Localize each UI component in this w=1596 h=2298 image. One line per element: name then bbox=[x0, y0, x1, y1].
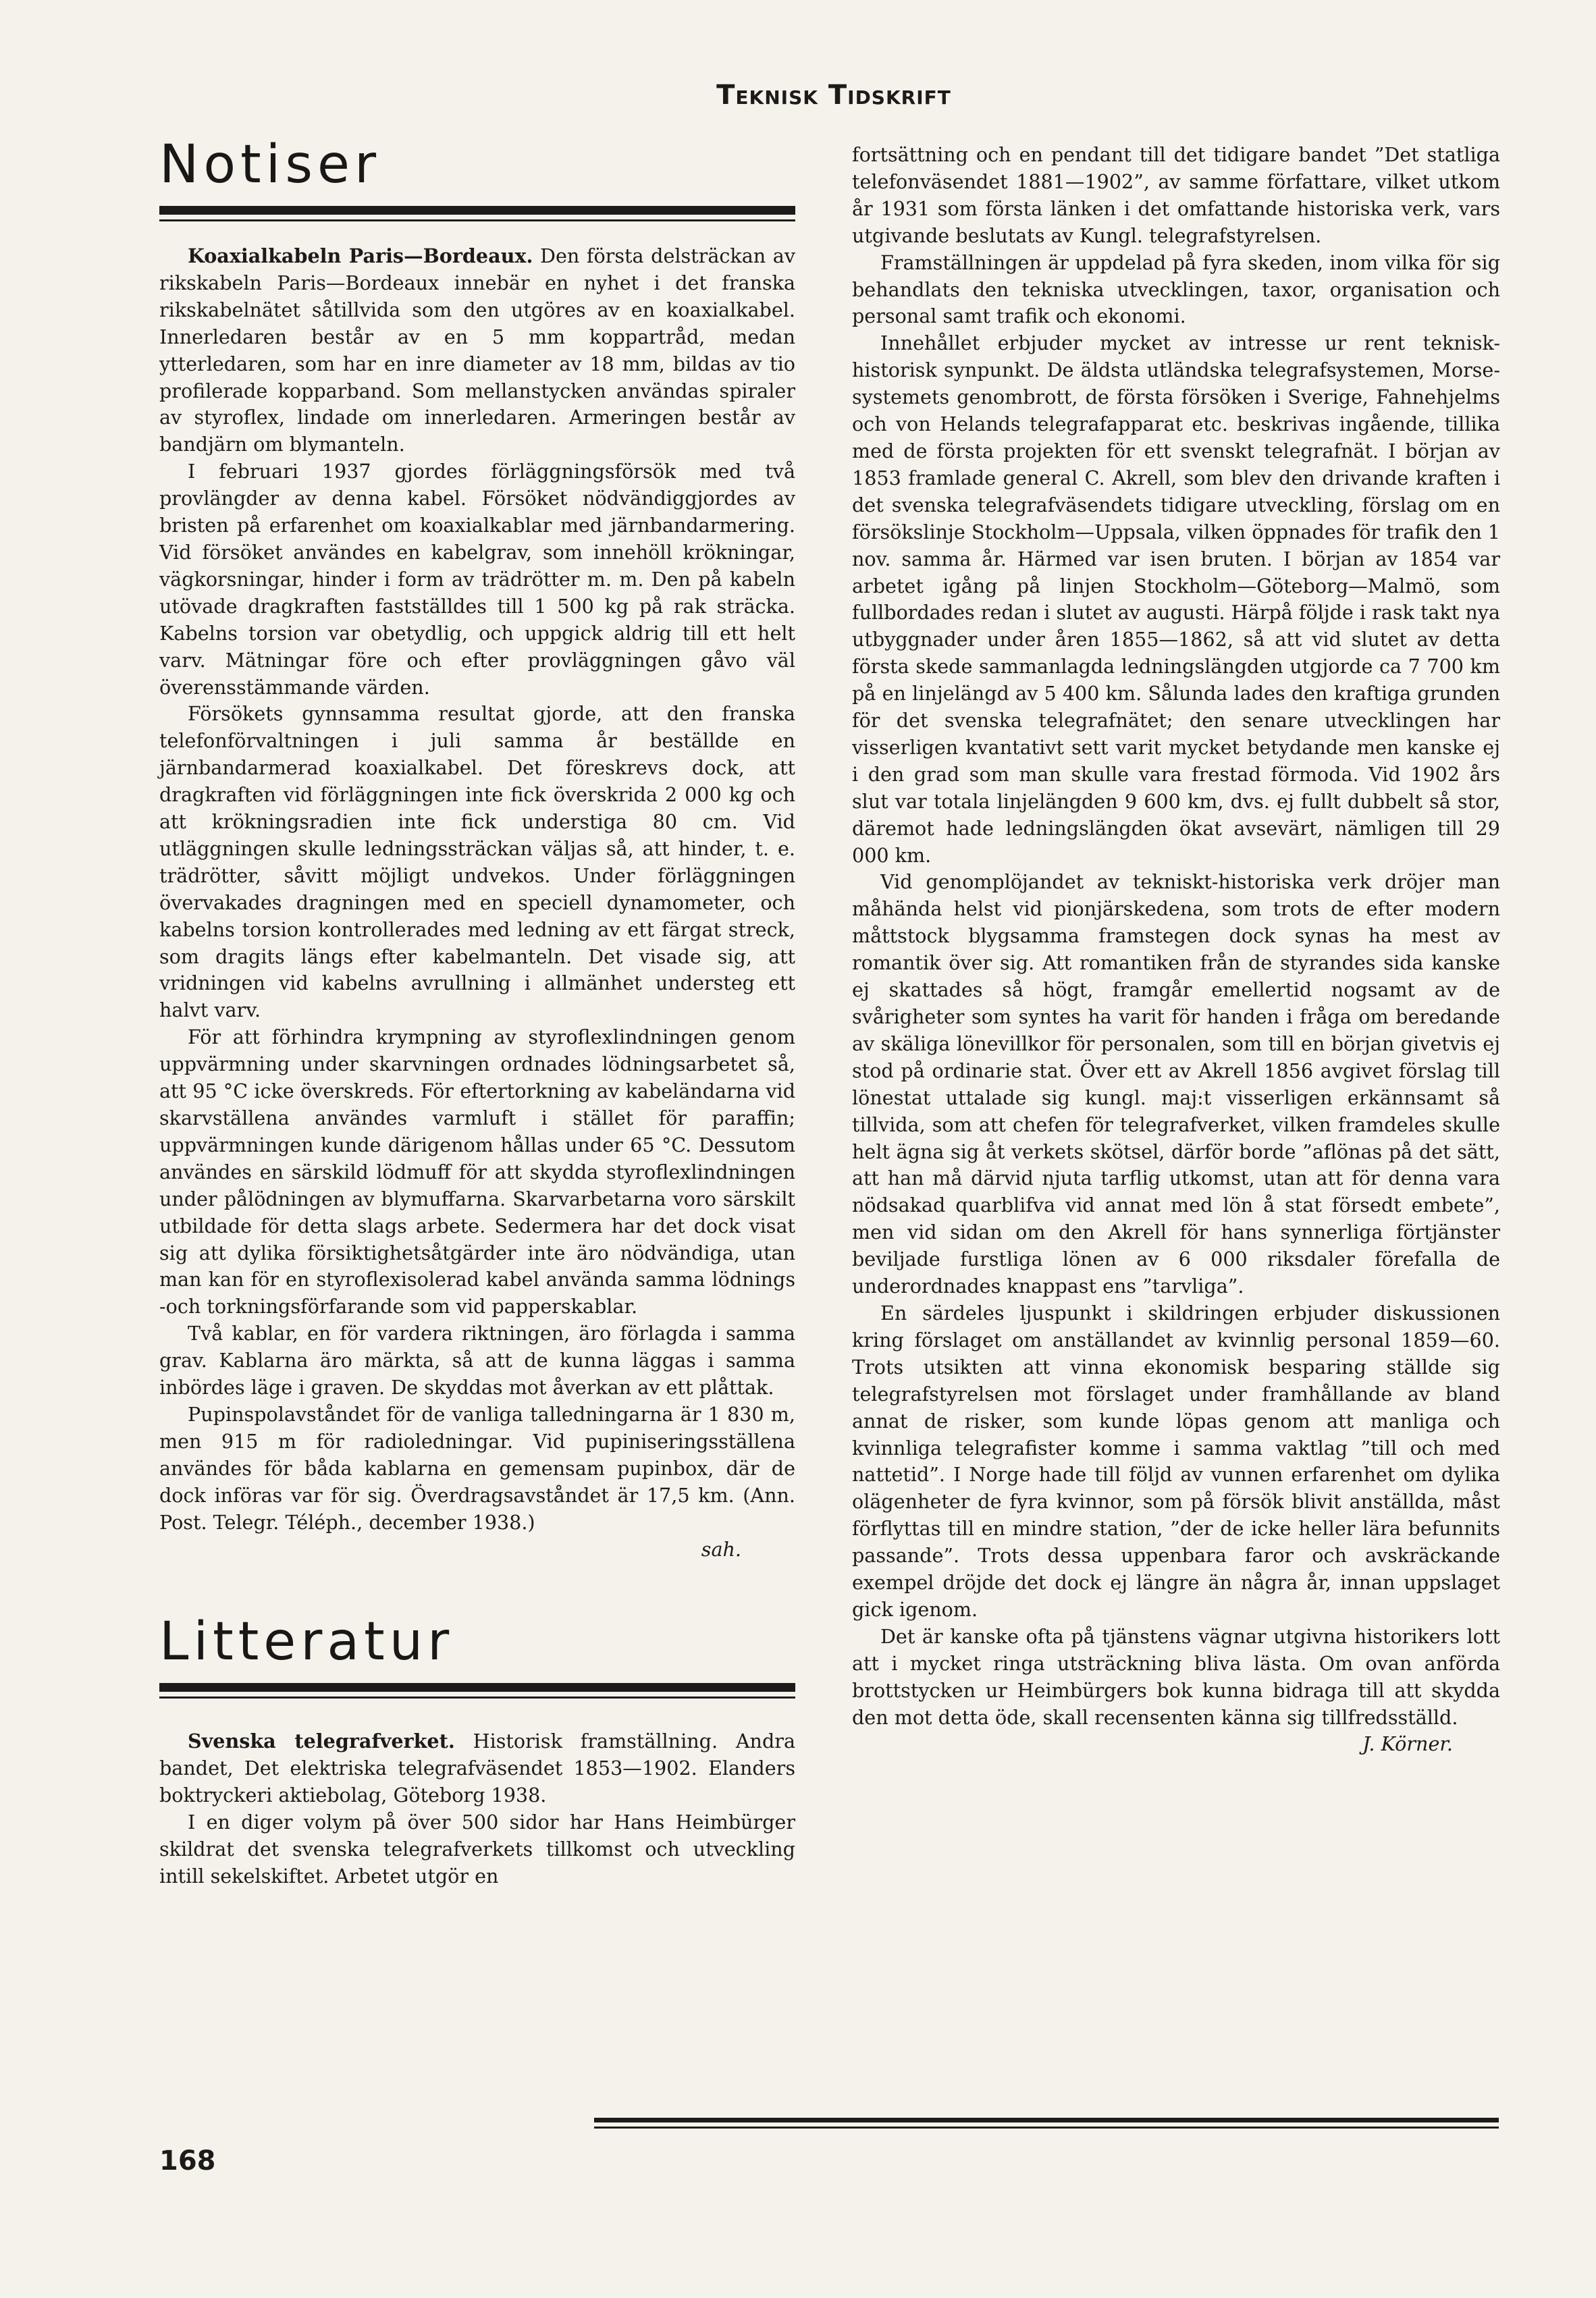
review-continuation bbox=[852, 142, 1500, 1731]
review-paragraph: Framställningen är uppdelad på fyra skeden, inom vilka för sig behandlats den tekniska utvecklingen, taxor, organisation och personal samt trafik och ekonomi. bbox=[852, 250, 1500, 328]
article-paragraph: Pupinspolavståndet för de vanliga talledningarna är 1 830 m, men 915 m för radioledningar. Vid pupiniseringsställena användes för båda kablarna en gemensam pupinbox, där de dock införas var för sig. Överdragsavståndet är 17,5 km. (Ann. Post. Telegr. Téléph., december 1938.) bbox=[159, 1402, 795, 1534]
review-intro bbox=[159, 1728, 795, 1890]
notiser-heading: Notiser bbox=[159, 134, 381, 195]
book-title: Svenska telegrafverket. bbox=[188, 1730, 455, 1753]
footer-rule bbox=[594, 2118, 1499, 2129]
review-paragraph: fortsättning och en pendant till det tidigare bandet ”Det statliga telefonväsendet 1881—1902”, av samme författare, vilket utkom år 1931 som första länken i det omfattande historiska verk, vars utgivande beslutats av Kungl. telegrafstyrelsen. bbox=[852, 143, 1500, 247]
review-paragraph: En särdeles ljuspunkt i skildringen erbjuder diskussionen kring förslaget om anställandet av kvinnlig personal 1859—60. Trots utsikten att vinna ekonomisk besparing ställde sig telegrafstyrelsen mot förslaget under framhållande av bland annat de risker, som kunde löpas genom att manliga och kvinnliga telegrafister komme i samma vaktlag ”till och med nattetid”. I Norge hade till följd av vunnen erfarenhet om dylika olägenheter de fyra kvinnor, som på försök blivit anställda, måst förflyttas till en mindre station, ”der de icke heller lära befunnits passande”. Trots dessa uppenbara faror och avskräckande exempel dröjde det dock ej längre än några år, innan uppslaget gick igenom. bbox=[852, 1301, 1500, 1621]
footer-rule-thick bbox=[594, 2118, 1499, 2122]
article-lead: Koaxialkabeln Paris—Bordeaux. bbox=[188, 244, 533, 267]
notiser-article bbox=[159, 243, 795, 1537]
footer-rule-thin bbox=[594, 2127, 1499, 2129]
article-paragraph: Två kablar, en för vardera riktningen, äro förlagda i samma grav. Kablarna äro märkta, så att de kunna läggas i samma inbördes läge i graven. De skyddas mot åverkan av ett plåttak. bbox=[159, 1322, 795, 1399]
book-citation bbox=[159, 1728, 795, 1809]
review-paragraph: Vid genomplöjandet av tekniskt-historiska verk dröjer man måhända helst vid pionjärskedena, som trots de efter modern måttstock blygsamma framstegen dock synas ha mest av romantik över sig. Att romantiken från de styrandes sida kanske ej skattades så högt, framgår emellertid nogsamt av de svårigheter som syntes ha varit för handen i fråga om beredande av skäliga lönevillkor för personalen, som till en början givetvis ej stod på ordinarie stat. Över ett av Akrell 1856 avgivet förslag till lönestat uttalade sig kungl. maj:t visserligen erkännsamt så tillvida, som att chefen för telegrafverket, vilken framdeles skulle helt ägna sig åt verkets skötsel, därför borde ”aflönas på det sätt, att han må därvid njuta tarflig utkomst, utan att för denna vara nödsakad quarblifva vid annat med lön å stat försedt embete”, men vid sidan om den Akrell för hans synnerliga förtjänster beviljade furstliga lönen av 6 000 riksdaler förefalla de underordnades knappast ens ”tarvliga”. bbox=[852, 870, 1500, 1298]
heading-rule-thin bbox=[159, 219, 795, 221]
article-paragraph: För att förhindra krympning av styroflexlindningen genom uppvärmning under skarvningen ordnades lödningsarbetet så, att 95 °C icke överskreds. För eftertorkning av kabeländarna vid skarvställena användes varmluft i stället för paraffin; uppvärmningen kunde därigenom hållas under 65 °C. Dessutom användes en särskild lödmuff för att skydda styroflexlindningen under pålödningen av blymuffarna. Skarvarbetarna voro särskilt utbildade för detta slags arbete. Sedermera har det dock visat sig att dylika försiktighetsåtgärder inte äro nödvändiga, utan man kan för en styroflexisolerad kabel använda samma lödnings -och torkningsförfarande som vid papperskablar. bbox=[159, 1025, 795, 1318]
review-paragraph: Innehållet erbjuder mycket av intresse ur rent teknisk-historisk synpunkt. De äldsta utländska telegrafsystemen, Morse-systemets genombrott, de första försöken i Sverige, Fahnehjelms och von Helands telegrafapparat etc. beskrivas ingående, tillika med de första projekten för ett svenskt telegrafnät. I början av 1853 framlade general C. Akrell, som blev den drivande kraften i det svenska telegrafväsendets tidigare utveckling, förslag om en försökslinje Stockholm—Uppsala, vilken öppnades för trafik den 1 nov. samma år. Härmed var isen bruten. I början av 1854 var arbetet igång på linjen Stockholm—Göteborg—Malmö, som fullbordades redan i slutet av augusti. Härpå följde i rask takt nya utbyggnader under åren 1855—1862, så att vid slutet av detta första skede sammanlagda ledningslängden utgjorde ca 7 700 km på en linjelängd av 5 400 km. Sålunda lades den kraftiga grunden för det svenska telegrafnätet; den senare utvecklingen har visserligen kvantativt sett varit mycket betydande men kanske ej i den grad som man skulle vara frestad förmoda. Vid 1902 års slut var totala linjelängden 9 600 km, dvs. ej fullt dubbelt så stor, däremot hade ledningslängden ökat avsevärt, nämligen till 29 000 km. bbox=[852, 331, 1500, 867]
book-details: Historisk framställning. Andra bandet, Det elektriska telegrafväsendet 1853—1902. Elanders boktryckeri aktiebolag, Göteborg 1938. bbox=[159, 1730, 795, 1807]
review-signature: J. Körner. bbox=[1362, 1732, 1453, 1756]
heading-rule-thin bbox=[159, 1696, 795, 1699]
notiser-section bbox=[159, 134, 795, 1563]
review-paragraph: Det är kanske ofta på tjänstens vägnar utgivna historikers lott att i mycket ringa utsträckning bliva lästa. Om ovan anförda brottstycken ur Heimbürgers bok kunna bidraga till att skydda den mot detta öde, skall recensenten känna sig tillfredsställd. bbox=[852, 1624, 1500, 1729]
article-paragraph bbox=[159, 243, 795, 458]
journal-masthead: Teknisk Tidskrift bbox=[716, 80, 951, 111]
litteratur-section bbox=[159, 1611, 795, 1890]
litteratur-heading: Litteratur bbox=[159, 1611, 454, 1673]
article-paragraph: Försökets gynnsamma resultat gjorde, att den franska telefonförvaltningen i juli samma år beställde en järnbandarmerad koaxialkabel. Det föreskrevs dock, att dragkraften vid förläggningen inte fick överskrida 2 000 kg och att krökningsradien inte fick understiga 80 cm. Vid utläggningen skulle ledningssträckan väljas så, att hinder, t. e. trädrötter, såvitt möjligt undvekos. Under förläggningen övervakades dragningen med en speciell dynamometer, och kabelns torsion kontrollerades med ledning av ett färgat streck, som dragits längs efter kabelmanteln. Det visade sig, att vridningen vid kabelns avrullning i allmänhet understeg ett halvt varv. bbox=[159, 702, 795, 1022]
review-paragraph: I en diger volym på över 500 sidor har Hans Heimbürger skildrat det svenska telegrafverkets tillkomst och utveckling intill sekelskiftet. Arbetet utgör en bbox=[159, 1811, 795, 1888]
article-paragraph: I februari 1937 gjordes förläggningsförsök med två provlängder av denna kabel. Försöket nödvändiggjordes av bristen på erfarenhet om koaxialkablar med järnbandarmering. Vid försöket användes en kabelgrav, som innehöll krökningar, vägkorsningar, hinder i form av trädrötter m. m. Den på kabeln utövade dragkraften fastställdes till 1 500 kg på rak sträcka. Kabelns torsion var obetydlig, och uppgick aldrig till ett helt varv. Mätningar före och efter provläggningen gåvo väl överensstämmande värden. bbox=[159, 460, 795, 699]
right-column bbox=[852, 142, 1500, 1758]
heading-rule-thick bbox=[159, 1683, 795, 1692]
notiser-signature: sah. bbox=[701, 1537, 741, 1561]
paragraph-text: Den första delsträckan av rikskabeln Paris—Bordeaux innebär en nyhet i det franska rikskabelnätet såtillvida som den utgöres av en koaxialkabel. Innerledaren består av en 5 mm koppartråd, medan ytterledaren, som har en inre diameter av 18 mm, bildas av tio profilerade kopparband. Som mellanstycken användas spiraler av styroflex, lindade om innerledaren. Armeringen består av bandjärn om blymanteln. bbox=[159, 244, 795, 456]
left-column bbox=[159, 134, 795, 1890]
heading-rule-thick bbox=[159, 206, 795, 215]
page-number: 168 bbox=[159, 2145, 216, 2176]
